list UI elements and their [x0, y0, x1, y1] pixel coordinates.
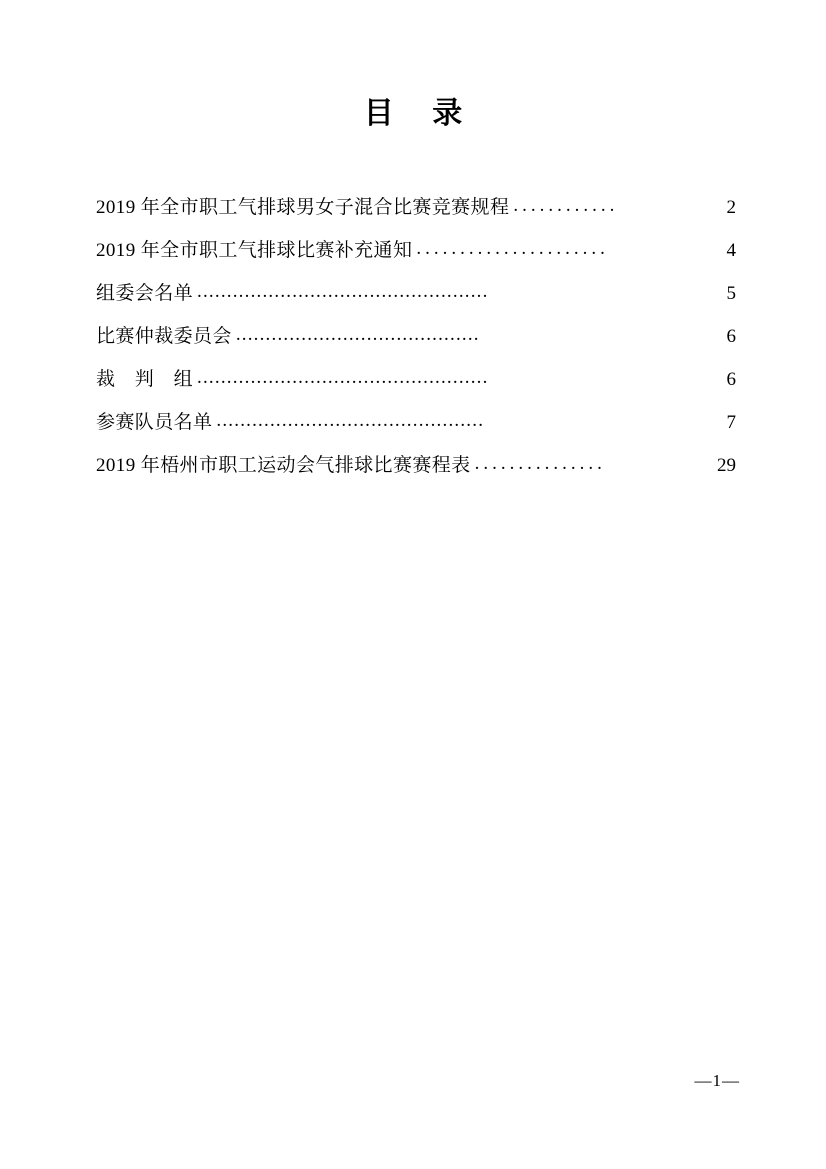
toc-leader-dots: ............ [513, 195, 619, 216]
toc-entry-label: 比赛仲裁委员会 [96, 326, 232, 347]
toc-leader-dots: ...................... [416, 238, 609, 259]
toc-entry-page: 4 [726, 240, 736, 261]
page-footer-number: —1— [694, 1071, 740, 1090]
toc-entry[interactable] [96, 444, 736, 487]
toc-leader-dots: ................................................. [197, 281, 489, 302]
toc-entry-label: 组委会名单 [96, 283, 194, 304]
toc-entry-label: 2019 年梧州市职工运动会气排球比赛赛程表 [96, 455, 471, 476]
toc-leader-dots: ............... [474, 453, 606, 474]
toc-entry-page: 29 [717, 455, 736, 476]
toc-entry-label: 参赛队员名单 [96, 412, 213, 433]
page-title: 目 录 [363, 96, 477, 131]
toc-entry-page: 6 [726, 369, 736, 390]
toc-entry[interactable] [96, 186, 736, 229]
toc-leader-dots: ............................................. [216, 410, 485, 431]
toc-leader-dots: ................................................. [197, 367, 489, 388]
toc-entry[interactable] [96, 401, 736, 444]
toc-entry-page: 5 [726, 283, 736, 304]
toc-entry-label: 裁 判 组 [96, 369, 194, 390]
table-of-contents [96, 186, 736, 487]
toc-entry[interactable] [96, 272, 736, 315]
toc-entry-label: 2019 年全市职工气排球男女子混合比赛竞赛规程 [96, 197, 510, 218]
toc-entry-page: 7 [726, 412, 736, 433]
toc-entry[interactable] [96, 358, 736, 401]
toc-entry-page: 6 [726, 326, 736, 347]
toc-entry[interactable] [96, 315, 736, 358]
toc-leader-dots: ......................................... [235, 324, 480, 345]
toc-entry-page: 2 [726, 197, 736, 218]
toc-entry-label: 2019 年全市职工气排球比赛补充通知 [96, 240, 413, 261]
toc-entry[interactable] [96, 229, 736, 272]
